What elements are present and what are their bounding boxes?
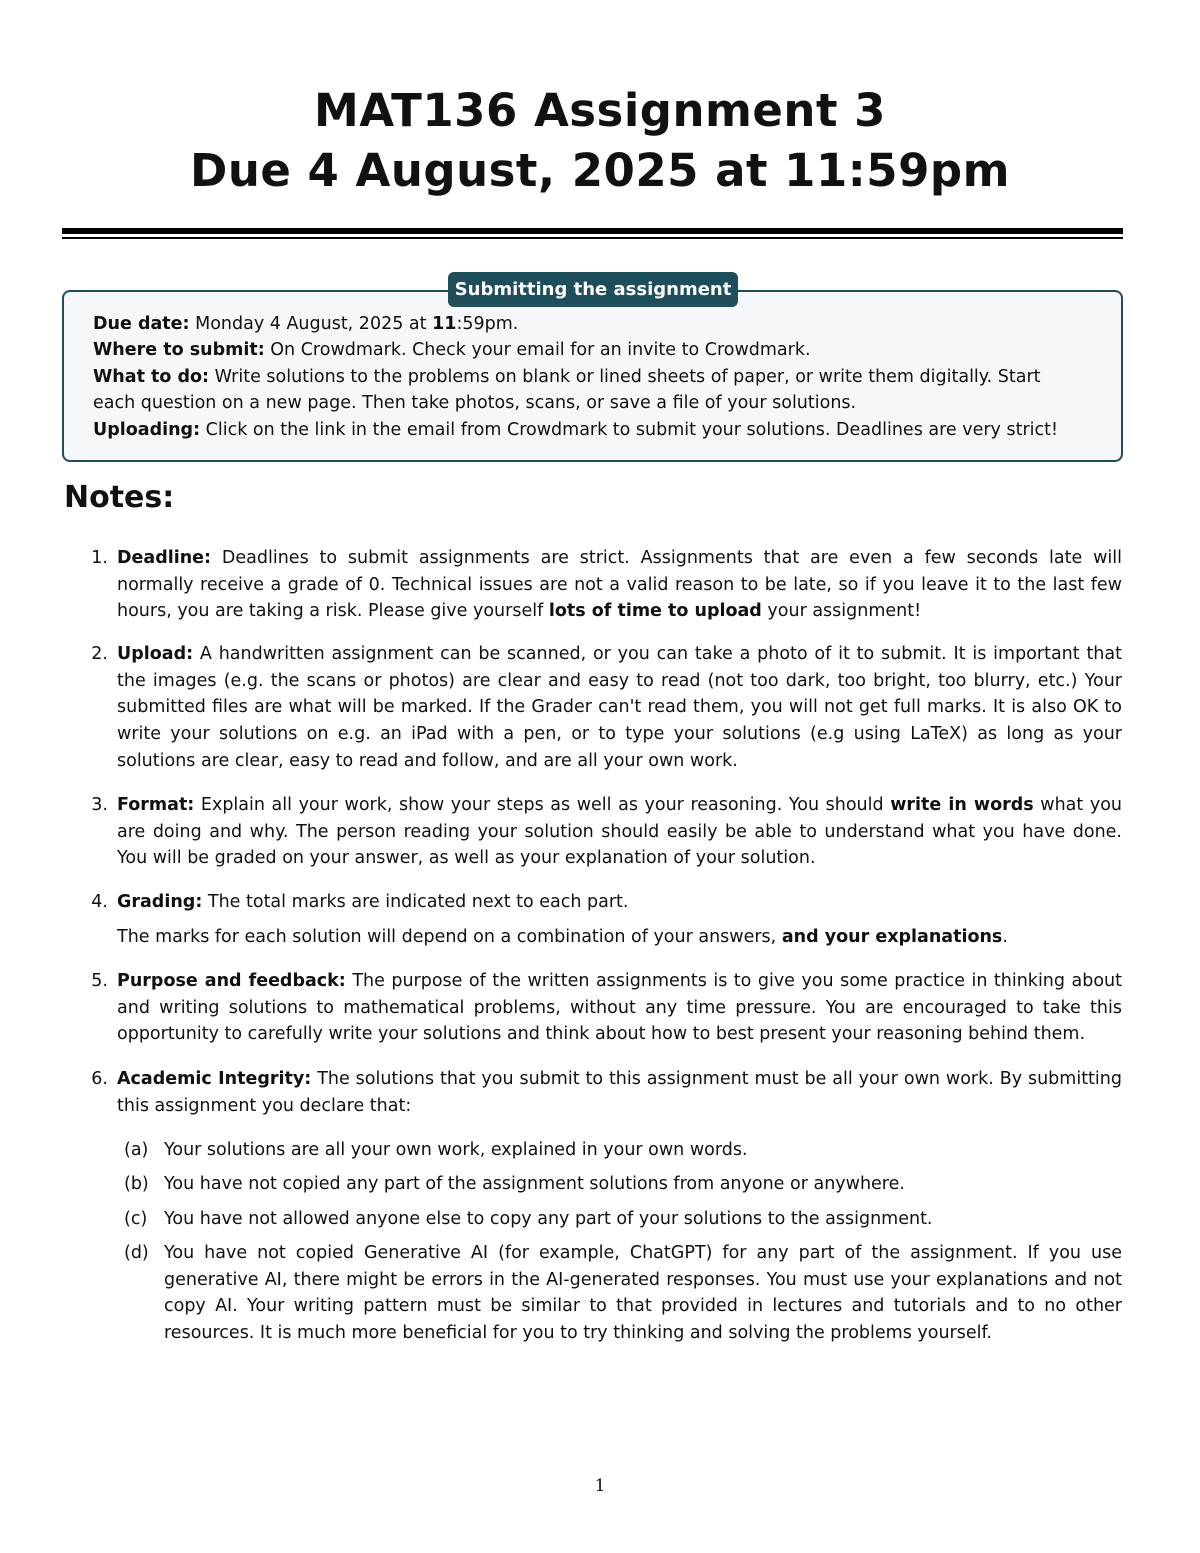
sub-item-d: You have not copied Generative AI (for example, ChatGPT) for any part of the assignment. If you use generative AI, there might be errors in the AI-generated responses. You must use your explanations and not copy AI. Your writing pattern must be similar to that provided in lectures and tutorials and to no other resources. It is much more beneficial for you to try thinking and solving the problems yourself. [164, 1243, 1122, 1344]
note-number: 3. [91, 795, 108, 815]
note-purpose-feedback: Purpose and feedback: The purpose of the written assignments is to give you some practice in thinking about and writing solutions to mathematical problems, without any time pressure. You are encouraged to take this opportunity to carefully write your solutions and think about how to best present your reasoning behind them. [117, 971, 1122, 1045]
note-number: 4. [91, 892, 108, 912]
sub-item-label: (a) [124, 1140, 149, 1160]
submission-box-title: Submitting the assignment [448, 272, 738, 307]
note-grading-para2: The marks for each solution will depend on a combination of your answers, and your explanations. [117, 927, 1008, 947]
note-deadline: Deadline: Deadlines to submit assignments are strict. Assignments that are even a few seconds late will normally receive a grade of 0. Technical issues are not a valid reason to be late, so if you leave it to the last few hours, you are taking a risk. Please give yourself lots of time to upload your assignment! [117, 548, 1122, 622]
note-number: 1. [91, 548, 108, 568]
page-title: MAT136 Assignment 3 [314, 84, 886, 137]
note-grading: Grading: The total marks are indicated next to each part. [117, 892, 629, 912]
sub-item-a: Your solutions are all your own work, explained in your own words. [164, 1140, 748, 1160]
uploading-line: Uploading: Click on the link in the email from Crowdmark to submit your solutions. Deadlines are very strict! [93, 420, 1059, 440]
sub-item-b: You have not copied any part of the assignment solutions from anyone or anywhere. [164, 1174, 905, 1194]
sub-item-label: (b) [124, 1174, 149, 1194]
note-academic-integrity: Academic Integrity: The solutions that you submit to this assignment must be all your own work. By submitting this assignment you declare that: [117, 1069, 1122, 1116]
notes-heading: Notes: [64, 480, 175, 515]
title-rule-thick [62, 228, 1123, 234]
note-number: 6. [91, 1069, 108, 1089]
where-to-submit-line: Where to submit: On Crowdmark. Check your email for an invite to Crowdmark. [93, 340, 811, 360]
page-subtitle: Due 4 August, 2025 at 11:59pm [189, 144, 1011, 197]
what-to-do-line-2: each question on a new page. Then take photos, scans, or save a file of your solutions. [93, 393, 857, 413]
what-to-do-line: What to do: Write solutions to the problems on blank or lined sheets of paper, or write them digitally. Start [93, 367, 1041, 387]
due-date-line: Due date: Monday 4 August, 2025 at 11:59pm. [93, 314, 519, 334]
note-number: 2. [91, 644, 108, 664]
sub-item-label: (c) [124, 1209, 148, 1229]
note-format: Format: Explain all your work, show your steps as well as your reasoning. You should write in words what you are doing and why. The person reading your solution should easily be able to understand what you have done. You will be graded on your answer, as well as your explanation of your solution. [117, 795, 1122, 869]
title-rule-thin [62, 237, 1123, 239]
note-upload: Upload: A handwritten assignment can be scanned, or you can take a photo of it to submit. It is important that the images (e.g. the scans or photos) are clear and easy to read (not too dark, too bright, too blurry, etc.) Your submitted files are what will be marked. If the Grader can't read them, you will not get full marks. It is also OK to write your solutions on e.g. an iPad with a pen, or to type your solutions (e.g using LaTeX) as long as your solutions are clear, easy to read and follow, and are all your own work. [117, 644, 1122, 771]
sub-item-c: You have not allowed anyone else to copy any part of your solutions to the assignment. [164, 1209, 933, 1229]
note-number: 5. [91, 971, 108, 991]
latex-logo: LaTeX [910, 724, 962, 745]
sub-item-label: (d) [124, 1243, 149, 1263]
page-number: 1 [594, 1476, 606, 1496]
